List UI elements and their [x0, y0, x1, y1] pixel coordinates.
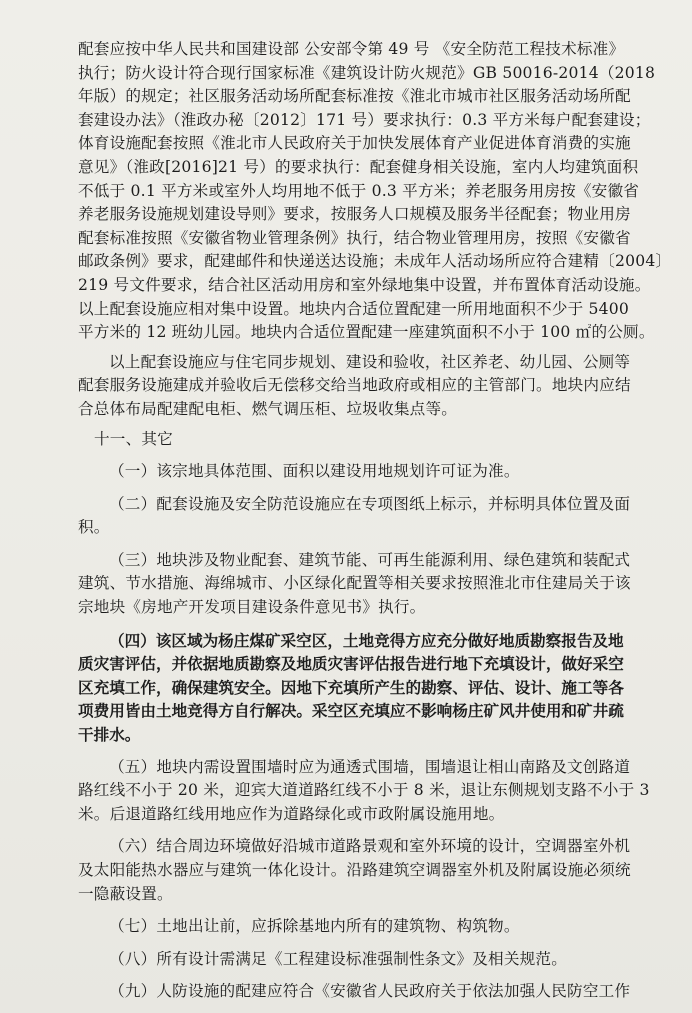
item-7 — [78, 915, 630, 939]
item-5 — [78, 756, 650, 827]
text-line: 配套应按中华人民共和国建设部 公安部令第 49 号 《安全防范工程技术标准》 — [78, 40, 625, 58]
text-line: 建筑、节水措施、海绵城市、小区绿化配置等相关要求按照淮北市住建局关于该 — [78, 574, 631, 593]
item-6 — [78, 835, 630, 906]
item-2 — [78, 493, 630, 540]
text-line: （二）配套设施及安全防范设施应在专项图纸上标示，并标明具体位置及面 — [109, 494, 631, 513]
text-line: 质灾害评估，并依据地质勘察及地质灾害评估报告进行地下充填设计，做好采空 — [78, 654, 624, 674]
text-line: 意见》（淮政[2016]21 号）的要求执行：配套健身相关设施，室内人均建筑面积 — [78, 157, 639, 176]
text-line: 区充填工作，确保建筑安全。因地下充填所产生的勘察、评估、设计、施工等各 — [78, 677, 624, 697]
text-line: 项费用皆由土地竞得方自行解决。采空区充填应不影响杨庄矿风井使用和矿井疏 — [78, 701, 624, 721]
text-line: 米。后退道路红线用地应作为道路绿化或市政附属设施用地。 — [78, 804, 505, 823]
item-9 — [78, 980, 630, 1004]
item-4-mining-area — [78, 629, 630, 747]
text-line: （五）地块内需设置围墙时应为通透式围墙，围墙退让相山南路及文创路道 — [109, 757, 631, 776]
text-line: 及太阳能热水器应与建筑一体化设计。沿路建筑空调器室外机及附属设施必须统 — [78, 861, 631, 879]
text-line: 宗地块《房地产开发项目建设条件意见书》执行。 — [78, 598, 426, 617]
text-line: 合总体布局配建配电柜、燃气调压柜、垃圾收集点等。 — [78, 399, 458, 418]
text-line: 年版）的规定；社区服务活动场所配套标准按《淮北市城市社区服务活动场所配 — [78, 87, 631, 106]
text-line: 邮政条例》要求，配建邮件和快递送达设施；未成年人活动场所应符合建精〔2004〕 — [78, 252, 672, 271]
text-line: 体育设施配套按照《淮北市人民政府关于加快发展体育产业促进体育消费的实施 — [78, 134, 631, 153]
section-heading — [78, 428, 630, 452]
text-line: 以上配套设施应相对集中设置。地块内合适位置配建一所用地面积不少于 5400 — [78, 299, 630, 318]
paragraph-supporting-facilities-standards — [78, 38, 672, 345]
text-line: （一）该宗地具体范围、面积以建设用地规划许可证为准。 — [109, 462, 520, 481]
text-line: 养老服务设施规划建设导则》要求，按服务人口规模及服务半径配套；物业用房 — [78, 205, 631, 224]
text-line: （九）人防设施的配建应符合《安徽省人民政府关于依法加强人民防空工作 — [109, 982, 631, 1001]
text-line: 干排水。 — [78, 725, 141, 745]
text-line: 路红线不小于 20 米，迎宾大道道路红线不小于 8 米，退让东侧规划支路不小于 3 — [78, 781, 650, 800]
text-line: 以上配套设施应与住宅同步规划、建设和验收，社区养老、幼儿园、公厕等 — [109, 352, 631, 371]
text-line: （七）土地出让前，应拆除基地内所有的建筑物、构筑物。 — [109, 917, 520, 936]
text-line: （八）所有设计需满足《工程建设标准强制性条文》及相关规范。 — [109, 949, 568, 968]
text-line: 平方米的 12 班幼儿园。地块内合适位置配建一座建筑面积不小于 100 ㎡的公厕。 — [78, 323, 655, 342]
section-title: 十一、其它 — [94, 429, 173, 448]
item-8 — [78, 948, 630, 972]
text-line: 一隐蔽设置。 — [78, 884, 173, 903]
item-1 — [78, 460, 630, 484]
text-line: （三）地块涉及物业配套、建筑节能、可再生能源利用、绿色建筑和装配式 — [109, 550, 631, 569]
text-line: 配套服务设施建成并验收后无偿移交给当地政府或相应的主管部门。地块内应结 — [78, 376, 631, 395]
text-line: （六）结合周边环境做好沿城市道路景观和室外环境的设计，空调器室外机 — [109, 837, 631, 856]
text-line: 配套标准按照《安徽省物业管理条例》执行，结合物业管理用房，按照《安徽省 — [78, 228, 631, 247]
text-line: 积。 — [78, 518, 110, 537]
item-3 — [78, 549, 630, 620]
paragraph-handover — [78, 351, 630, 422]
text-line: （四）该区域为杨庄煤矿采空区，土地竞得方应充分做好地质勘察报告及地 — [109, 630, 624, 650]
text-line: 执行；防火设计符合现行国家标准《建筑设计防火规范》GB 50016-2014（2018 — [78, 63, 656, 82]
text-line: 不低于 0.1 平方米或室外人均用地不低于 0.3 平方米；养老服务用房按《安徽省 — [78, 181, 640, 200]
text-line: 套建设办法》（淮政办秘〔2012〕171 号）要求执行：0.3 平方米每户配套建设； — [78, 110, 651, 129]
text-line: 219 号文件要求，结合社区活动用房和室外绿地集中设置，并布置体育活动设施。 — [78, 275, 651, 294]
